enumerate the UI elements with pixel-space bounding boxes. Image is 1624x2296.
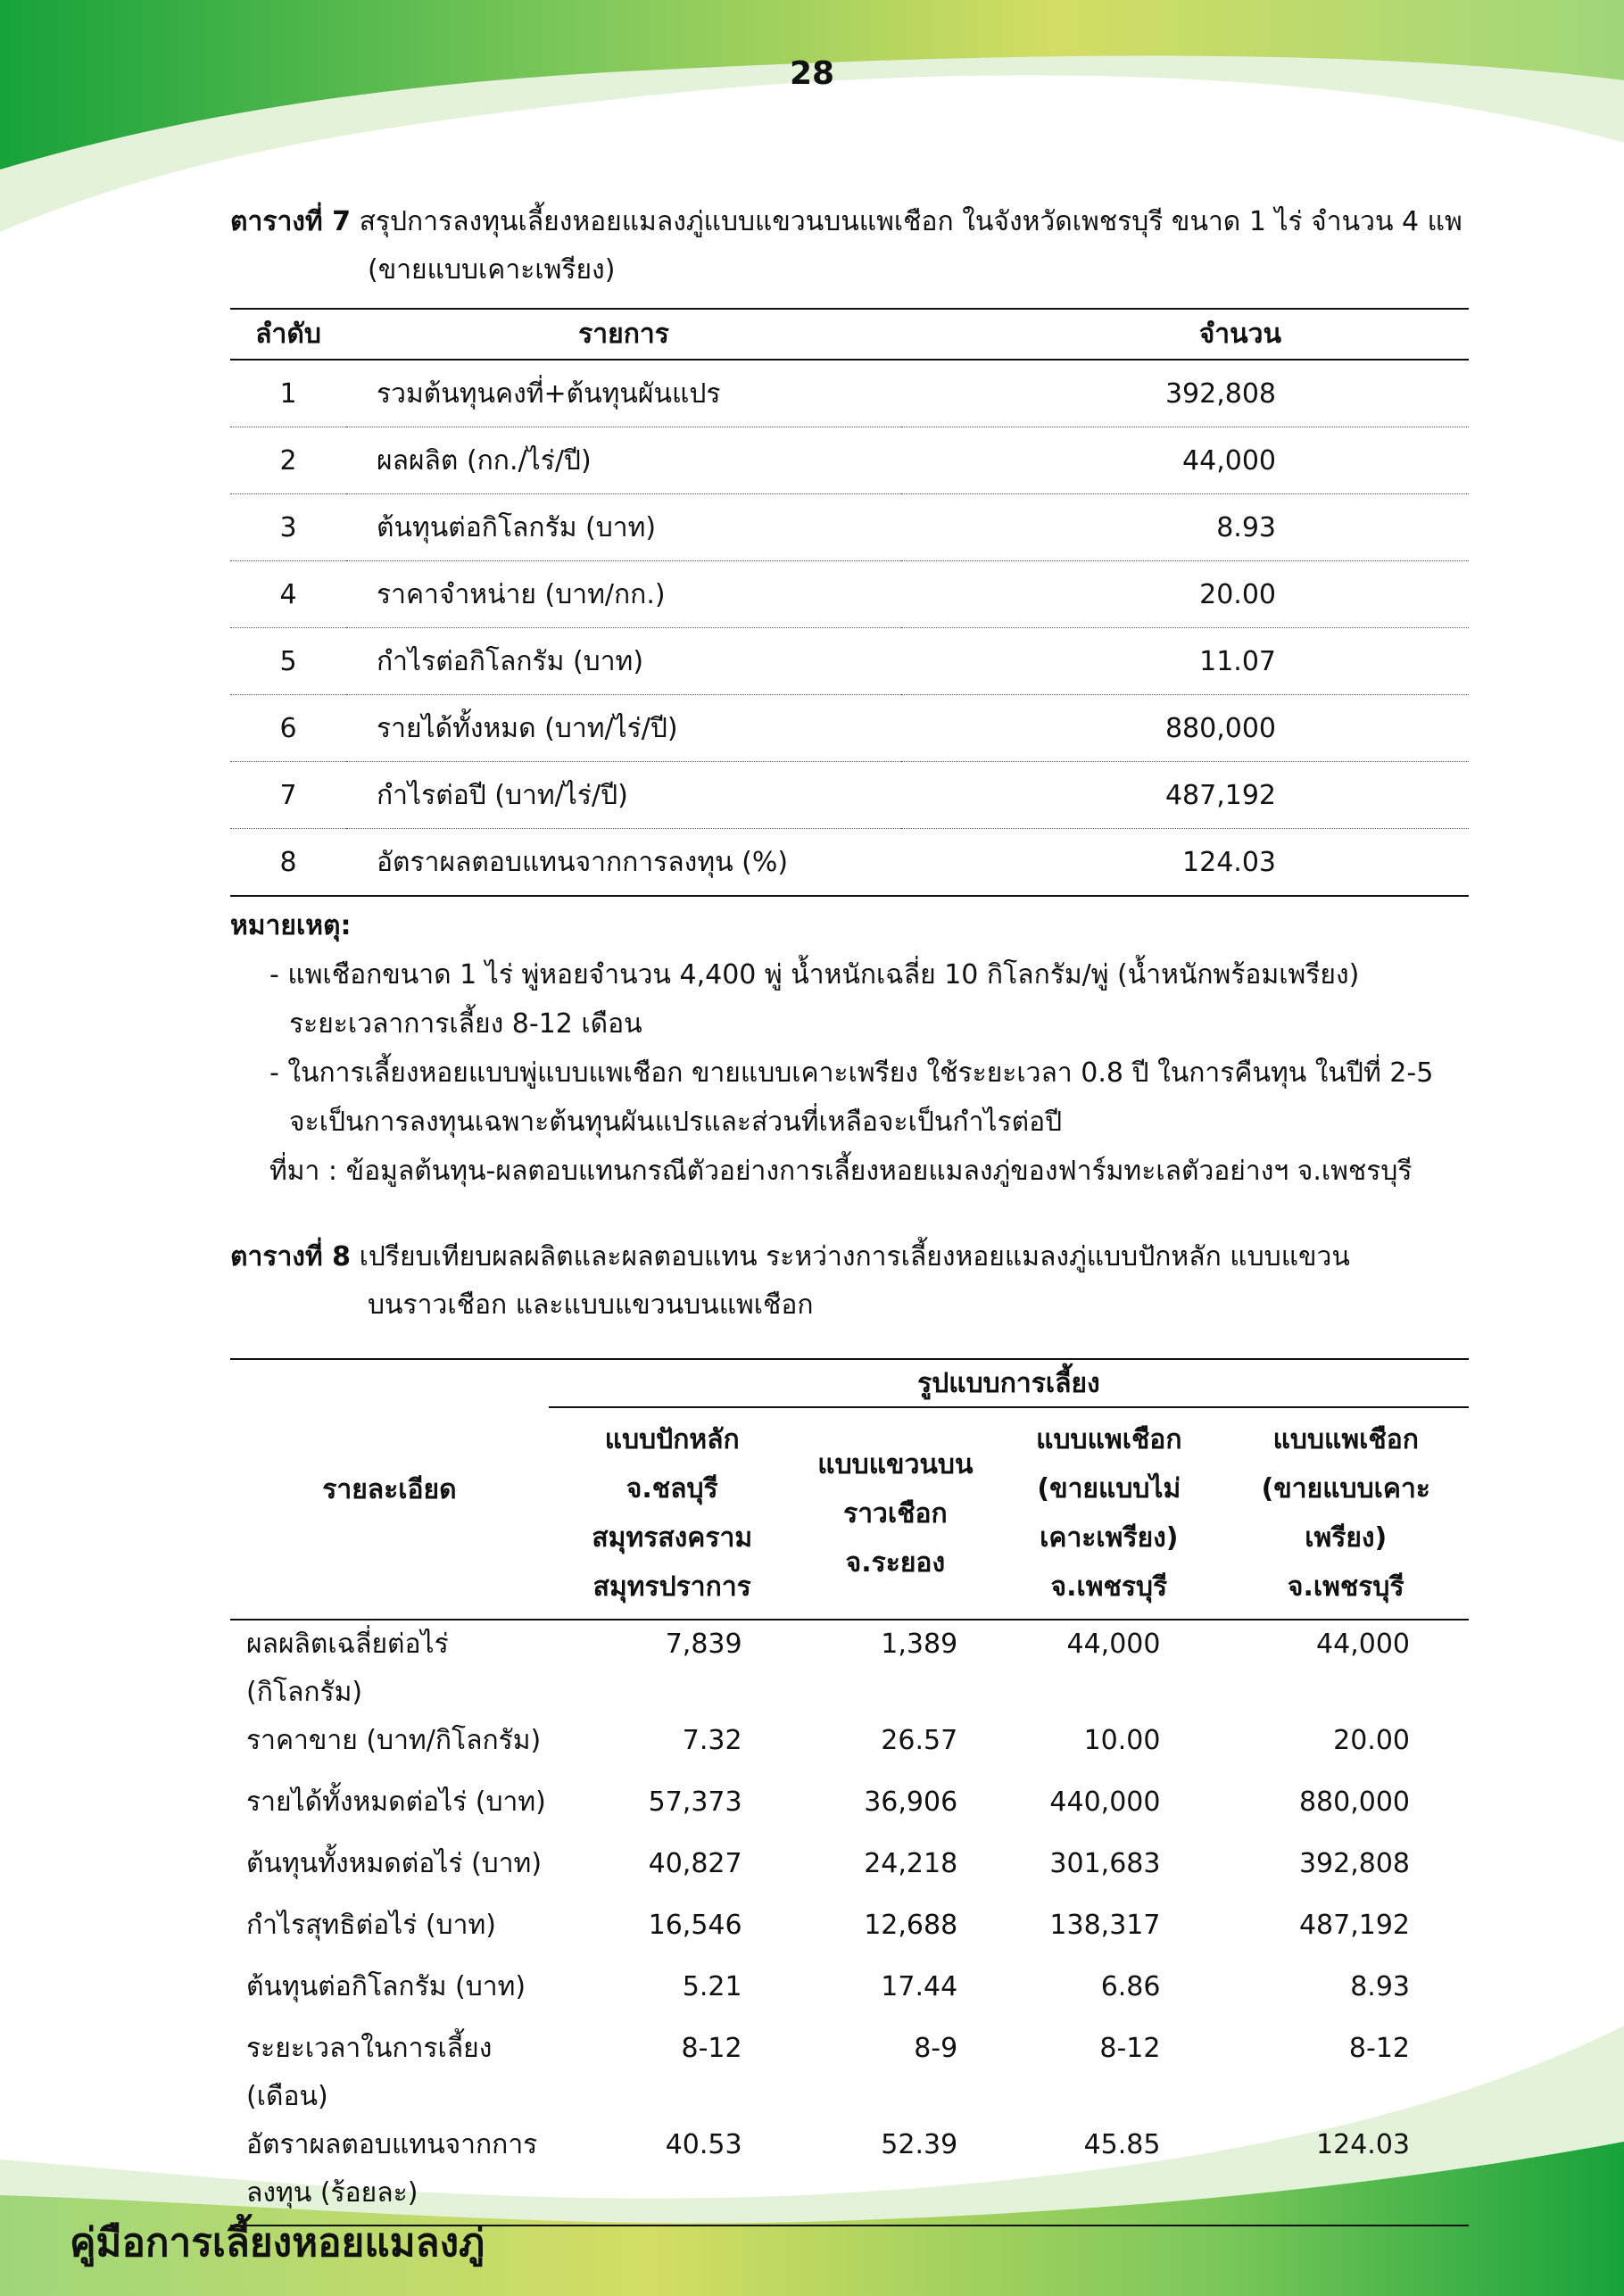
row-value: 8-12	[681, 2033, 742, 2064]
row-value: 6.86	[1100, 1971, 1161, 2002]
table-row	[230, 762, 1469, 829]
col3-line: แบบแพเชือก	[1036, 1424, 1182, 1455]
col4-line: (ขายแบบเคาะ	[1261, 1473, 1430, 1504]
source-note: ที่มา : ข้อมูลต้นทุน-ผลตอบแทนกรณีตัวอย่างการเลี้ยงหอยแมลงภู่ของฟาร์มทะเลตัวอย่างฯ จ.เพชรบุรี	[269, 1156, 1413, 1187]
row-amount: 124.03	[901, 829, 1469, 897]
row-value: 26.57	[881, 1725, 958, 1756]
table-row	[230, 360, 1469, 427]
table8-header-row-group	[230, 1359, 1469, 1407]
row-value: 7,839	[665, 1629, 742, 1660]
table-row	[230, 1778, 1469, 1840]
row-value: 40,827	[648, 1848, 742, 1879]
table7-header-amount: จำนวน	[901, 309, 1469, 360]
row-amount: 880,000	[901, 695, 1469, 762]
row-no: 8	[230, 829, 346, 897]
col2-line: จ.ระยอง	[845, 1546, 946, 1579]
row-label	[230, 2121, 549, 2226]
table7	[230, 308, 1469, 897]
col4-line: จ.เพชรบุรี	[1287, 1571, 1404, 1603]
row-value: 124.03	[1222, 2121, 1469, 2226]
table-row	[230, 1963, 1469, 2025]
row-no: 7	[230, 762, 346, 829]
row-no: 2	[230, 427, 346, 494]
row-value: 440,000	[1049, 1786, 1161, 1818]
table7-caption-text: สรุปการลงทุนเลี้ยงหอยแมลงภู่แบบแขวนบนแพเชือก ในจังหวัดเพชรบุรี ขนาด 1 ไร่ จำนวน 4 แพ	[359, 206, 1462, 237]
row-value: 20.00	[1333, 1725, 1410, 1756]
table-row	[230, 628, 1469, 695]
table7-caption-label: ตารางที่ 7	[230, 206, 352, 237]
table8-header-col3	[995, 1407, 1222, 1620]
row-amount: 8.93	[901, 494, 1469, 561]
row-item: อัตราผลตอบแทนจากการลงทุน (%)	[346, 829, 901, 897]
table-row	[230, 695, 1469, 762]
table-row	[230, 1840, 1469, 1902]
note1-line1: - แพเชือกขนาด 1 ไร่ พู่หอยจำนวน 4,400 พู่ น้ำหนักเฉลี่ย 10 กิโลกรัม/พู่ (น้ำหนักพร้อมเพรียง)	[269, 959, 1360, 991]
notes-section	[230, 901, 1469, 1196]
row-label-line1: อัตราผลตอบแทนจากการ	[246, 2129, 538, 2160]
row-item: ผลผลิต (กก./ไร่/ปี)	[346, 427, 901, 494]
row-no: 5	[230, 628, 346, 695]
table8-caption-label: ตารางที่ 8	[230, 1241, 352, 1272]
row-label: รายได้ทั้งหมดต่อไร่ (บาท)	[246, 1786, 546, 1818]
table8-header-col2	[796, 1407, 996, 1620]
row-label-line2: ลงทุน (ร้อยละ)	[246, 2177, 418, 2209]
row-value: 301,683	[1049, 1848, 1161, 1879]
col1-line: จ.ชลบุรี	[626, 1473, 718, 1504]
row-value: 392,808	[1298, 1848, 1410, 1879]
row-label: ต้นทุนต่อกิโลกรัม (บาท)	[246, 1971, 526, 2002]
row-value: 12,688	[864, 1910, 958, 1941]
table-row	[230, 2025, 1469, 2121]
col1-line: สมุทรปราการ	[592, 1571, 751, 1603]
table8-header-col4	[1222, 1407, 1469, 1620]
table8-header-col1	[549, 1407, 796, 1620]
table7-header-item: รายการ	[346, 309, 901, 360]
row-label: ระยะเวลาในการเลี้ยง (เดือน)	[246, 2033, 493, 2112]
row-value: 57,373	[648, 1786, 742, 1818]
row-label: ผลผลิตเฉลี่ยต่อไร่ (กิโลกรัม)	[246, 1629, 449, 1708]
table7-header-no: ลำดับ	[230, 309, 346, 360]
table-row	[230, 427, 1469, 494]
page-number: 28	[789, 55, 835, 92]
row-item: ราคาจำหน่าย (บาท/กก.)	[346, 561, 901, 628]
note2-line1: - ในการเลี้ยงหอยแบบพู่แบบแพเชือก ขายแบบเคาะเพรียง ใช้ระยะเวลา 0.8 ปี ในการคืนทุน ในปีที่ 2-5	[269, 1057, 1434, 1089]
col3-line: จ.เพชรบุรี	[1050, 1571, 1168, 1603]
footer-book-title: คู่มือการเลี้ยงหอยแมลงภู่	[70, 2220, 485, 2266]
table7-caption	[230, 198, 1469, 294]
row-value: 8-12	[1099, 2033, 1161, 2064]
row-value: 487,192	[1298, 1910, 1410, 1941]
row-no: 6	[230, 695, 346, 762]
row-no: 4	[230, 561, 346, 628]
table8-caption	[230, 1233, 1469, 1330]
col2-line: ราวเชือก	[843, 1497, 948, 1529]
col1-line: สมุทรสงคราม	[592, 1522, 753, 1554]
table-row	[230, 561, 1469, 628]
table-row	[230, 494, 1469, 561]
table8-caption-text: เปรียบเทียบผลผลิตและผลตอบแทน ระหว่างการเลี้ยงหอยแมลงภู่แบบปักหลัก แบบแขวน	[359, 1241, 1350, 1272]
row-amount: 44,000	[901, 427, 1469, 494]
row-item: ต้นทุนต่อกิโลกรัม (บาท)	[346, 494, 901, 561]
row-value: 36,906	[864, 1786, 958, 1818]
row-item: รายได้ทั้งหมด (บาท/ไร่/ปี)	[346, 695, 901, 762]
row-label: ต้นทุนทั้งหมดต่อไร่ (บาท)	[246, 1848, 543, 1879]
table-row	[230, 1902, 1469, 1963]
row-amount: 392,808	[901, 360, 1469, 427]
col3-line: เคาะเพรียง)	[1040, 1522, 1179, 1554]
col2-line: แบบแขวนบน	[817, 1448, 974, 1480]
row-value: 138,317	[1049, 1910, 1161, 1941]
col3-line: (ขายแบบไม่	[1037, 1473, 1181, 1504]
row-value: 17.44	[881, 1971, 958, 2002]
row-value: 8-9	[914, 2033, 958, 2064]
row-item: กำไรต่อปี (บาท/ไร่/ปี)	[346, 762, 901, 829]
row-value: 10.00	[1083, 1725, 1161, 1756]
table-row	[230, 829, 1469, 897]
table-row	[230, 1620, 1469, 1717]
table7-caption-line2: (ขายแบบเคาะเพรียง)	[368, 254, 616, 286]
col1-line: แบบปักหลัก	[604, 1424, 740, 1455]
notes-title: หมายเหตุ:	[230, 910, 352, 941]
row-amount: 11.07	[901, 628, 1469, 695]
table-row	[230, 1717, 1469, 1778]
row-item: กำไรต่อกิโลกรัม (บาท)	[346, 628, 901, 695]
row-value: 1,389	[881, 1629, 958, 1660]
row-label: กำไรสุทธิต่อไร่ (บาท)	[246, 1910, 496, 1941]
row-value: 5.21	[682, 1971, 742, 2002]
table8	[230, 1358, 1469, 2226]
note1-line2: ระยะเวลาการเลี้ยง 8-12 เดือน	[289, 1008, 642, 1040]
row-value: 16,546	[648, 1910, 742, 1941]
row-label: ราคาขาย (บาท/กิโลกรัม)	[246, 1725, 542, 1756]
row-value: 40.53	[549, 2121, 796, 2226]
row-value: 8.93	[1350, 1971, 1410, 2002]
table7-header-row	[230, 309, 1469, 360]
row-value: 52.39	[796, 2121, 996, 2226]
row-value: 45.85	[995, 2121, 1222, 2226]
row-item: รวมต้นทุนคงที่+ต้นทุนผันแปร	[346, 360, 901, 427]
row-value: 24,218	[864, 1848, 958, 1879]
row-no: 3	[230, 494, 346, 561]
note2-line2: จะเป็นการลงทุนเฉพาะต้นทุนผันแปรและส่วนที่เหลือจะเป็นกำไรต่อปี	[289, 1107, 1063, 1138]
row-amount: 487,192	[901, 762, 1469, 829]
row-amount: 20.00	[901, 561, 1469, 628]
row-value: 8-12	[1348, 2033, 1410, 2064]
row-value: 44,000	[1316, 1629, 1410, 1660]
row-value: 7.32	[682, 1725, 742, 1756]
row-value: 880,000	[1298, 1786, 1410, 1818]
table-row	[230, 2121, 1469, 2226]
table8-header-detail: รายละเอียด	[230, 1359, 549, 1620]
col4-line: เพรียง)	[1305, 1522, 1388, 1554]
table8-header-group: รูปแบบการเลี้ยง	[549, 1359, 1469, 1407]
table8-caption-line2: บนราวเชือก และแบบแขวนบนแพเชือก	[368, 1289, 814, 1321]
row-value: 44,000	[1066, 1629, 1161, 1660]
col4-line: แบบแพเชือก	[1272, 1424, 1419, 1455]
row-no: 1	[230, 360, 346, 427]
